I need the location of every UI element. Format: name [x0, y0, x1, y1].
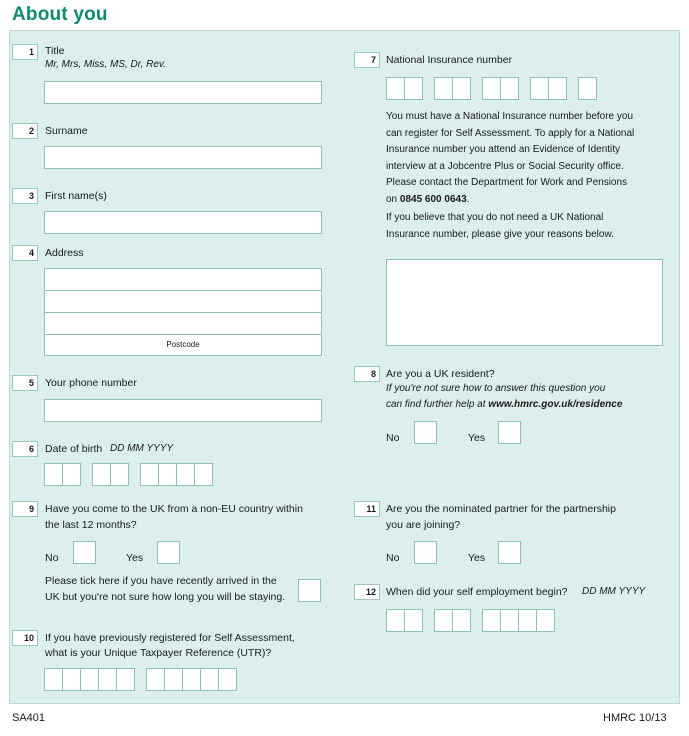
q8-no-label: No	[386, 432, 400, 444]
address-line-1[interactable]	[44, 268, 322, 291]
q9-no-label: No	[45, 552, 59, 564]
utr-digit[interactable]	[116, 668, 135, 691]
title-field[interactable]	[44, 81, 322, 104]
residence-link[interactable]: www.hmrc.gov.uk/residence	[488, 399, 623, 410]
ni-char[interactable]	[578, 77, 597, 100]
se-start-year-digit[interactable]	[536, 609, 555, 632]
q9-no-checkbox[interactable]	[73, 541, 96, 564]
q11-yes-checkbox[interactable]	[498, 541, 521, 564]
se-start-day-digit[interactable]	[386, 609, 405, 632]
dob-year-digit[interactable]	[176, 463, 195, 486]
q11-yes-label: Yes	[468, 552, 486, 564]
utr-digit[interactable]	[218, 668, 237, 691]
q9-number: 9	[12, 501, 38, 517]
dob-year	[140, 463, 212, 486]
dob-month	[92, 463, 128, 486]
q6-hint: DD MM YYYY	[110, 443, 174, 454]
utr-digit[interactable]	[164, 668, 183, 691]
q8-no-checkbox[interactable]	[414, 421, 437, 444]
utr-digit[interactable]	[80, 668, 99, 691]
q8-yes-label: Yes	[468, 432, 486, 444]
q6-label: Date of birth	[45, 443, 103, 455]
q12-number: 12	[354, 584, 380, 600]
ni-suffix	[578, 77, 596, 100]
utr-digit[interactable]	[200, 668, 219, 691]
ni-digits-1	[434, 77, 470, 100]
ni-digits-2	[482, 77, 518, 100]
se-start-year-digit[interactable]	[482, 609, 501, 632]
ni-char[interactable]	[452, 77, 471, 100]
se-start-year	[482, 609, 554, 632]
dob-day	[44, 463, 80, 486]
se-start-year-digit[interactable]	[500, 609, 519, 632]
q11-no-checkbox[interactable]	[414, 541, 437, 564]
ni-char[interactable]	[548, 77, 567, 100]
se-start-day-digit[interactable]	[404, 609, 423, 632]
se-start-day	[386, 609, 422, 632]
page-title: About you	[12, 4, 108, 25]
dob-day-digit[interactable]	[62, 463, 81, 486]
ni-char[interactable]	[500, 77, 519, 100]
q8-hint-line1: If you're not sure how to answer this question you	[386, 383, 606, 394]
postcode-field[interactable]	[44, 334, 322, 356]
q3-number: 3	[12, 188, 38, 204]
ni-char[interactable]	[386, 77, 405, 100]
dob-month-digit[interactable]	[110, 463, 129, 486]
q7-label: National Insurance number	[386, 54, 513, 66]
ni-reasons-paragraph: If you believe that you do not need a UK National Insurance number, please give your reasons below.	[386, 212, 614, 240]
utr-digit[interactable]	[98, 668, 117, 691]
q11-label-line1: Are you the nominated partner for the partnership	[386, 503, 616, 515]
q6-number: 6	[12, 441, 38, 457]
q5-number: 5	[12, 375, 38, 391]
phone-field[interactable]	[44, 399, 322, 422]
se-start-year-digit[interactable]	[518, 609, 537, 632]
ni-char[interactable]	[530, 77, 549, 100]
dob-year-digit[interactable]	[158, 463, 177, 486]
q10-label-line2: what is your Unique Taxpayer Reference (UTR)?	[45, 647, 272, 659]
se-start-month-digit[interactable]	[452, 609, 471, 632]
q9-unsure-checkbox[interactable]	[298, 579, 321, 602]
q11-no-label: No	[386, 552, 400, 564]
utr-digit[interactable]	[146, 668, 165, 691]
q9-label-line1: Have you come to the UK from a non-EU country within	[45, 503, 303, 515]
q5-label: Your phone number	[45, 377, 137, 389]
utr-part-1	[44, 668, 134, 691]
q8-label: Are you a UK resident?	[386, 368, 495, 380]
q1-label: Title	[45, 45, 65, 57]
utr-digit[interactable]	[44, 668, 63, 691]
q11-label-line2: you are joining?	[386, 519, 461, 531]
q9-tick-line2: UK but you're not sure how long you will be staying.	[45, 591, 286, 603]
form-version: HMRC 10/13	[603, 712, 667, 724]
ni-digits-3	[530, 77, 566, 100]
ni-info-paragraph: You must have a National Insurance number before you can register for Self Assessment. To apply for a National Insurance number you attend an Evidence of Identity interview at a Jobcentre Plus or Social Security office. Please contact the Department for Work and Pensions on 0845 600 0643.	[386, 111, 635, 205]
q10-label-line1: If you have previously registered for Self Assessment,	[45, 632, 295, 644]
q10-number: 10	[12, 630, 38, 646]
q2-number: 2	[12, 123, 38, 139]
ni-reasons-textarea[interactable]	[386, 259, 663, 346]
dob-day-digit[interactable]	[44, 463, 63, 486]
first-names-field[interactable]	[44, 211, 322, 234]
dob-year-digit[interactable]	[194, 463, 213, 486]
q8-yes-checkbox[interactable]	[498, 421, 521, 444]
q11-number: 11	[354, 501, 380, 517]
dwp-phone-number: 0845 600 0643	[399, 193, 467, 205]
q1-hint: Mr, Mrs, Miss, MS, Dr, Rev.	[45, 59, 166, 70]
ni-char[interactable]	[404, 77, 423, 100]
q4-label: Address	[45, 247, 84, 259]
q9-label-line2: the last 12 months?	[45, 519, 137, 531]
ni-letters-1	[386, 77, 422, 100]
dob-month-digit[interactable]	[92, 463, 111, 486]
utr-digit[interactable]	[62, 668, 81, 691]
q2-label: Surname	[45, 125, 88, 137]
q9-tick-line1: Please tick here if you have recently arrived in the	[45, 575, 277, 587]
se-start-month-digit[interactable]	[434, 609, 453, 632]
utr-part-2	[146, 668, 236, 691]
q12-label: When did your self employment begin?	[386, 586, 568, 598]
q4-number: 4	[12, 245, 38, 261]
address-line-3[interactable]	[44, 312, 322, 335]
ni-char[interactable]	[482, 77, 501, 100]
ni-char[interactable]	[434, 77, 453, 100]
q9-yes-checkbox[interactable]	[157, 541, 180, 564]
q1-number: 1	[12, 44, 38, 60]
q12-hint: DD MM YYYY	[582, 586, 646, 597]
se-start-month	[434, 609, 470, 632]
q9-yes-label: Yes	[126, 552, 144, 564]
postcode-label: Postcode	[166, 340, 200, 349]
dob-year-digit[interactable]	[140, 463, 159, 486]
form-code: SA401	[12, 712, 46, 724]
surname-field[interactable]	[44, 146, 322, 169]
utr-digit[interactable]	[182, 668, 201, 691]
q7-number: 7	[354, 52, 380, 68]
address-line-2[interactable]	[44, 290, 322, 313]
q3-label: First name(s)	[45, 190, 107, 202]
q8-hint-line2: can find further help at www.hmrc.gov.uk/residence	[386, 399, 623, 410]
q8-number: 8	[354, 366, 380, 382]
